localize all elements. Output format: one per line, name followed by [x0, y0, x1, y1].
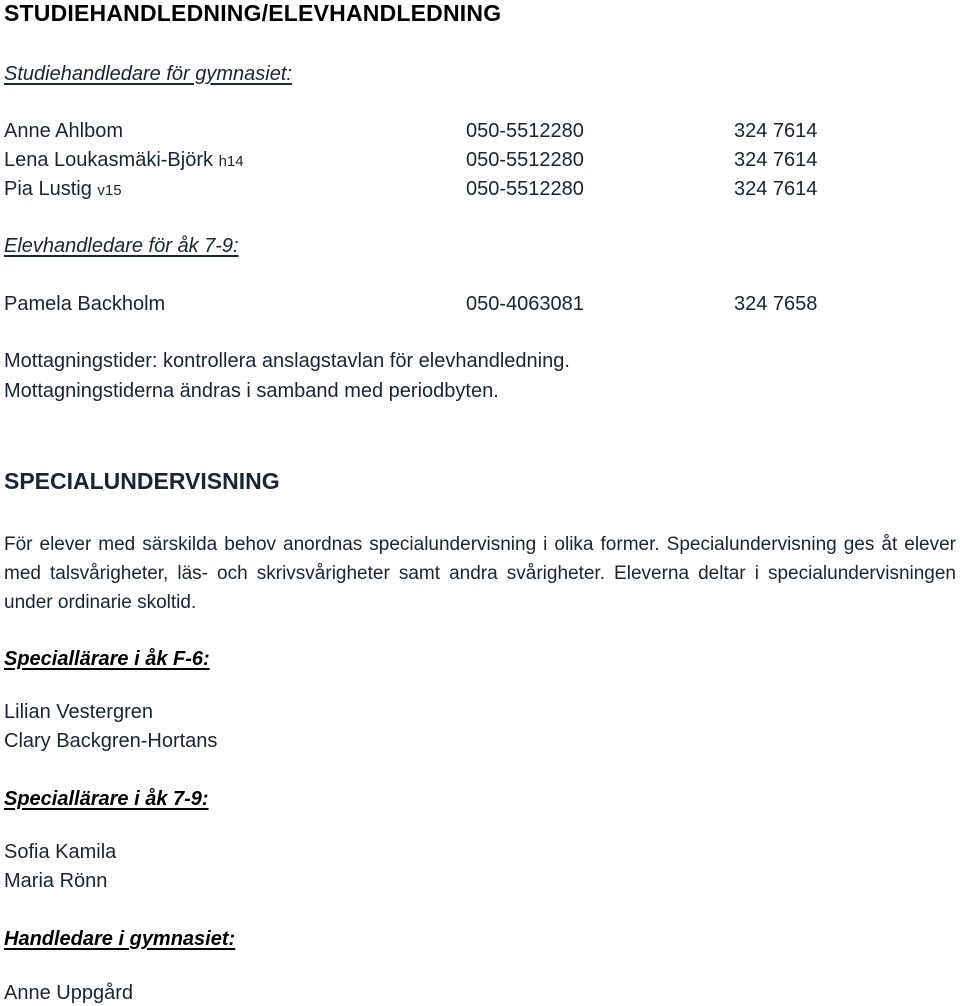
counselor-phone: 050-5512280	[466, 149, 584, 171]
counselor-phone: 050-4063081	[466, 293, 584, 315]
counselor-phone: 050-5512280	[466, 178, 584, 200]
teacher-name: Sofia Kamila	[4, 841, 117, 863]
counselor-suffix: h14	[218, 153, 244, 170]
counselor-suffix: v15	[97, 182, 122, 199]
counselor-extension: 324 7614	[734, 120, 818, 142]
counselor-name: Pia Lustig v15	[4, 178, 122, 200]
counselor-extension: 324 7658	[734, 293, 818, 315]
special-teachers-f6-heading: Speciallärare i åk F-6:	[4, 648, 210, 670]
counselor-phone: 050-5512280	[466, 120, 584, 142]
reception-note: Mottagningstiderna ändras i samband med periodbyten.	[4, 380, 499, 402]
teacher-name: Maria Rönn	[4, 870, 108, 892]
counselor-name: Lena Loukasmäki-Björk h14	[4, 149, 244, 171]
counselor-name: Pamela Backholm	[4, 293, 166, 315]
special-teachers-79-heading: Speciallärare i åk 7-9:	[4, 788, 209, 810]
supervisor-name: Anne Uppgård	[4, 982, 133, 1004]
teacher-name: Clary Backgren-Hortans	[4, 730, 218, 752]
grade-counselors-heading: Elevhandledare för åk 7-9:	[4, 235, 239, 257]
counselor-extension: 324 7614	[734, 178, 818, 200]
special-education-heading: SPECIALUNDERVISNING	[4, 468, 280, 494]
teacher-name: Lilian Vestergren	[4, 701, 153, 723]
counselor-extension: 324 7614	[734, 149, 818, 171]
gymnasium-supervisors-heading: Handledare i gymnasiet:	[4, 928, 236, 950]
counselor-name: Anne Ahlbom	[4, 120, 123, 142]
gymnasium-counselors-heading: Studiehandledare för gymnasiet:	[4, 63, 292, 85]
page-title: STUDIEHANDLEDNING/ELEVHANDLEDNING	[4, 0, 502, 26]
special-education-paragraph: För elever med särskilda behov anordnas specialundervisning i olika former. Specialundervisning ges åt elever med talsvårigheter, läs- och skrivsvårigheter samt andra svårigheter. Eleverna deltar i specialundervisningen under ordinarie skoltid.	[4, 534, 956, 613]
reception-note: Mottagningstider: kontrollera anslagstavlan för elevhandledning.	[4, 350, 570, 372]
